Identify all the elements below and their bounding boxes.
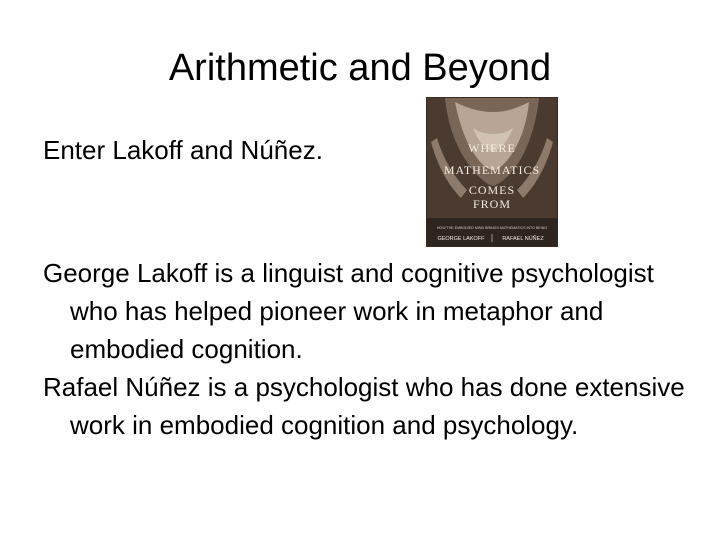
slide-title: Arithmetic and Beyond bbox=[168, 47, 552, 89]
paragraph-lakoff: George Lakoff is a linguist and cognitive psychologist who has helped pioneer work in metaphor and embodied cognition. bbox=[43, 258, 654, 364]
book-title-line-2: MATHEMATICS bbox=[443, 163, 541, 177]
book-title-line-3: COMES bbox=[468, 183, 516, 197]
paragraph-nunez: Rafael Núñez is a psychologist who has done extensive work in embodied cognition and psychology. bbox=[43, 372, 685, 440]
book-title-line-4: FROM bbox=[472, 197, 512, 211]
body-text bbox=[43, 254, 703, 444]
intro-text: Enter Lakoff and Núñez. bbox=[43, 135, 323, 165]
book-author-1: GEORGE LAKOFF bbox=[437, 236, 485, 242]
book-title-line-1: WHERE bbox=[468, 141, 516, 155]
book-cover-image bbox=[426, 97, 558, 247]
book-subtitle: HOW THE EMBODIED MIND BRINGS MATHEMATICS INTO BEING bbox=[436, 226, 548, 230]
book-author-2: RAFAEL NÚÑEZ bbox=[502, 236, 544, 242]
